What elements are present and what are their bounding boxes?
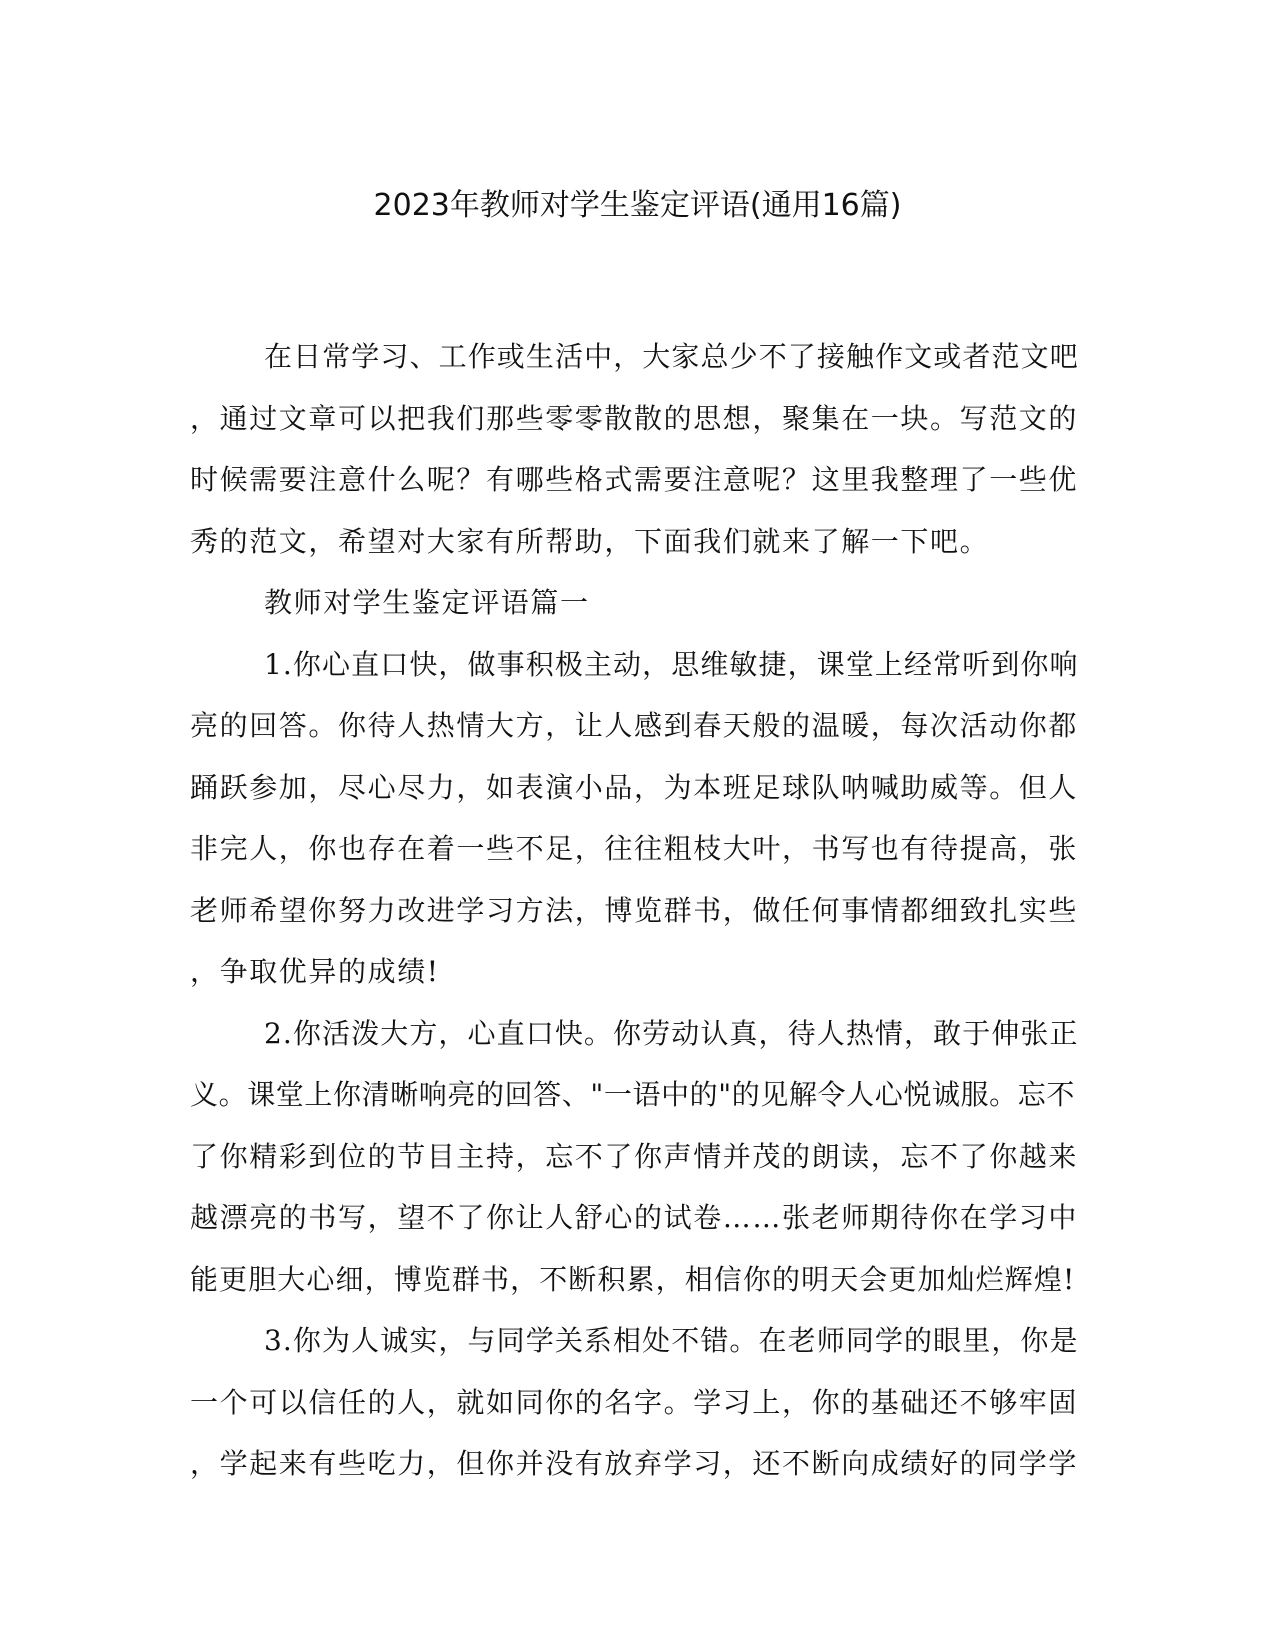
text-line: 时候需要注意什么呢？有哪些格式需要注意呢？这里我整理了一些优 (190, 463, 1079, 496)
text-line: 1.你心直口快，做事积极主动，思维敏捷，课堂上经常听到你响 (264, 647, 1079, 681)
text-line: 2.你活泼大方，心直口快。你劳动认真，待人热情，敢于伸张正 (264, 1016, 1079, 1050)
text-line: 能更胆大心细，博览群书，不断积累，相信你的明天会更加灿烂辉煌! (190, 1262, 1076, 1296)
text-line: 亮的回答。你待人热情大方，让人感到春天般的温暖，每次活动你都 (190, 709, 1079, 742)
text-line: ，学起来有些吃力，但你并没有放弃学习，还不断向成绩好的同学学 (190, 1447, 1079, 1480)
document-title: 2023年教师对学生鉴定评语(通用16篇) (373, 188, 902, 223)
text-line: ，通过文章可以把我们那些零零散散的思想，聚集在一块。写范文的 (190, 401, 1079, 435)
text-line: 义。课堂上你清晰响亮的回答、"一语中的"的见解令人心悦诚服。忘不 (190, 1078, 1075, 1111)
text-line: 越漂亮的书写，望不了你让人舒心的试卷……张老师期待你在学习中 (190, 1201, 1079, 1234)
text-line: 非完人，你也存在着一些不足，往往粗枝大叶，书写也有待提高，张 (190, 832, 1079, 865)
text-line: 在日常学习、工作或生活中，大家总少不了接触作文或者范文吧 (264, 340, 1079, 373)
text-line: 了你精彩到位的节目主持，忘不了你声情并茂的朗读，忘不了你越来 (190, 1139, 1079, 1173)
text-line: ，争取优异的成绩! (190, 955, 440, 988)
text-line: 秀的范文，希望对大家有所帮助，下面我们就来了解一下吧。 (190, 524, 990, 558)
text-line: 教师对学生鉴定评语篇一 (264, 586, 590, 619)
text-line: 一个可以信任的人，就如同你的名字。学习上，你的基础还不够牢固 (190, 1385, 1079, 1419)
text-line: 踊跃参加，尽心尽力，如表演小品，为本班足球队呐喊助威等。但人 (190, 770, 1079, 804)
text-line: 老师希望你努力改进学习方法，博览群书，做任何事情都细致扎实些 (190, 893, 1079, 927)
text-line: 3.你为人诚实，与同学关系相处不错。在老师同学的眼里，你是 (264, 1324, 1079, 1357)
document-body (190, 326, 1080, 1495)
